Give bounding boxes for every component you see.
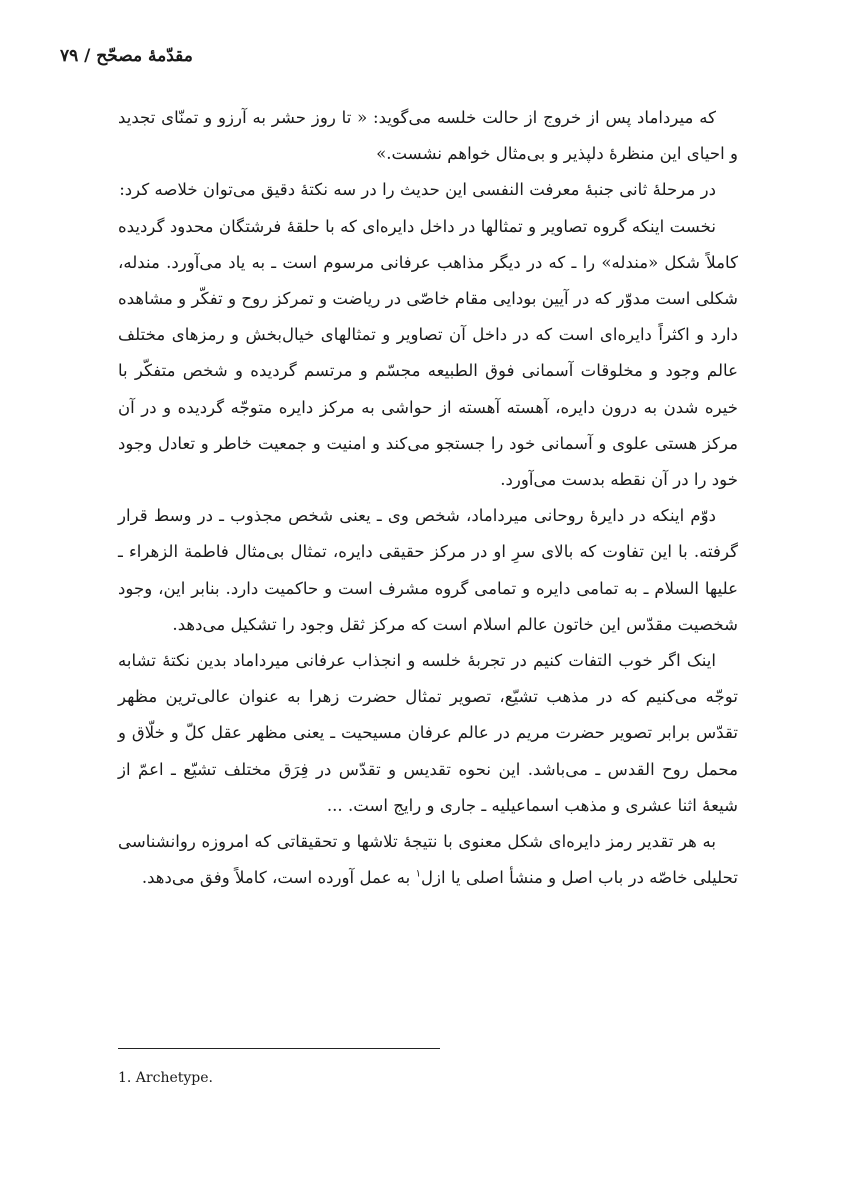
body-text	[118, 100, 738, 896]
paragraph-2: در مرحلهٔ ثانی جنبهٔ معرفت النفسی این حدیث را در سه نکتهٔ دقیق می‌توان خلاصه کرد:	[119, 180, 716, 200]
footnote: 1. Archetype.	[118, 1070, 213, 1086]
paragraph-4: دوّم اینکه در دایرهٔ روحانی میرداماد، شخص وی ـ یعنی شخص مجذوب ـ در وسط قرار گرفته. با این تفاوت که بالای سرِ او در مرکز حقیقی دایره، تمثال بی‌مثال فاطمة الزهراء ـ علیها السلام ـ به تمامی دایره و تمامی گروه مشرف است و حاکمیت دارد. بنابر این، وجود شخصیت مقدّس این خاتون عالم اسلام است که مرکز ثقل وجود را تشکیل می‌دهد.	[118, 506, 738, 634]
footnote-divider	[118, 1048, 440, 1049]
paragraph-3: نخست اینکه گروه تصاویر و تمثالها در داخل دایره‌ای که با حلقهٔ فرشتگان محدود گردیده کاملاً شکل «مندله» را ـ که در دیگر مذاهب عرفانی مرسوم است ـ به یاد می‌آورد. مندله، شکلی است مدوّر که در آیین بودایی مقام خاصّی در ریاضت و تمرکز روح و تفکّر و مشاهده دارد و اکثراً دایره‌ای است که در داخل آن تصاویر و تمثالهای خیال‌بخش و رمزهای مختلف عالم وجود و مخلوقات آسمانی فوق الطبیعه مجسّم و مرتسم گردیده و شخص متفکّر با خیره شدن به درون دایره، آهسته آهسته از حواشی به مرکز دایره متوجّه گردیده و در آن مرکز هستی علوی و آسمانی خود را جستجو می‌کند و امنیت و جمعیت خاطر و تعادل وجود خود را در آن نقطه بدست می‌آورد.	[118, 216, 738, 490]
footnote-reference: ۱	[415, 868, 421, 880]
running-header: مقدّمهٔ مصحّح / ۷۹	[60, 46, 193, 66]
paragraph-6-text-end: به عمل آورده است، کاملاً وفق می‌دهد.	[141, 868, 416, 888]
paragraph-6-text: به هر تقدیر رمز دایره‌ای شکل معنوی با نتیجهٔ تلاشها و تحقیقاتی که امروزه روانشناسی تحلیلی خاصّه در باب اصل و منشأ اصلی یا ازل	[118, 832, 738, 888]
paragraph-6	[118, 824, 738, 896]
paragraph-1: که میرداماد پس از خروج از حالت خلسه می‌گوید: « تا روز حشر به آرزو و تمنّای تجدید و احیای این منظرهٔ دلپذیر و بی‌مثال خواهم نشست.»	[118, 108, 738, 164]
paragraph-5: اینک اگر خوب التفات کنیم در تجربهٔ خلسه و انجذاب عرفانی میرداماد بدین نکتهٔ تشابه توجّه می‌کنیم که در مذهب تشیّع، تصویر تمثال حضرت زهرا به عنوان عالی‌ترین مظهر تقدّس برابر تصویر حضرت مریم در عالم عرفان مسیحیت ـ یعنی مظهر عقل کلّ و خلّاق و محمل روح القدس ـ می‌باشد. این نحوه تقدیس و تقدّس در فِرَق مختلف تشیّع ـ اعمّ از شیعهٔ اثنا عشری و مذهب اسماعیلیه ـ جاری و رایج است. ...	[118, 651, 739, 815]
